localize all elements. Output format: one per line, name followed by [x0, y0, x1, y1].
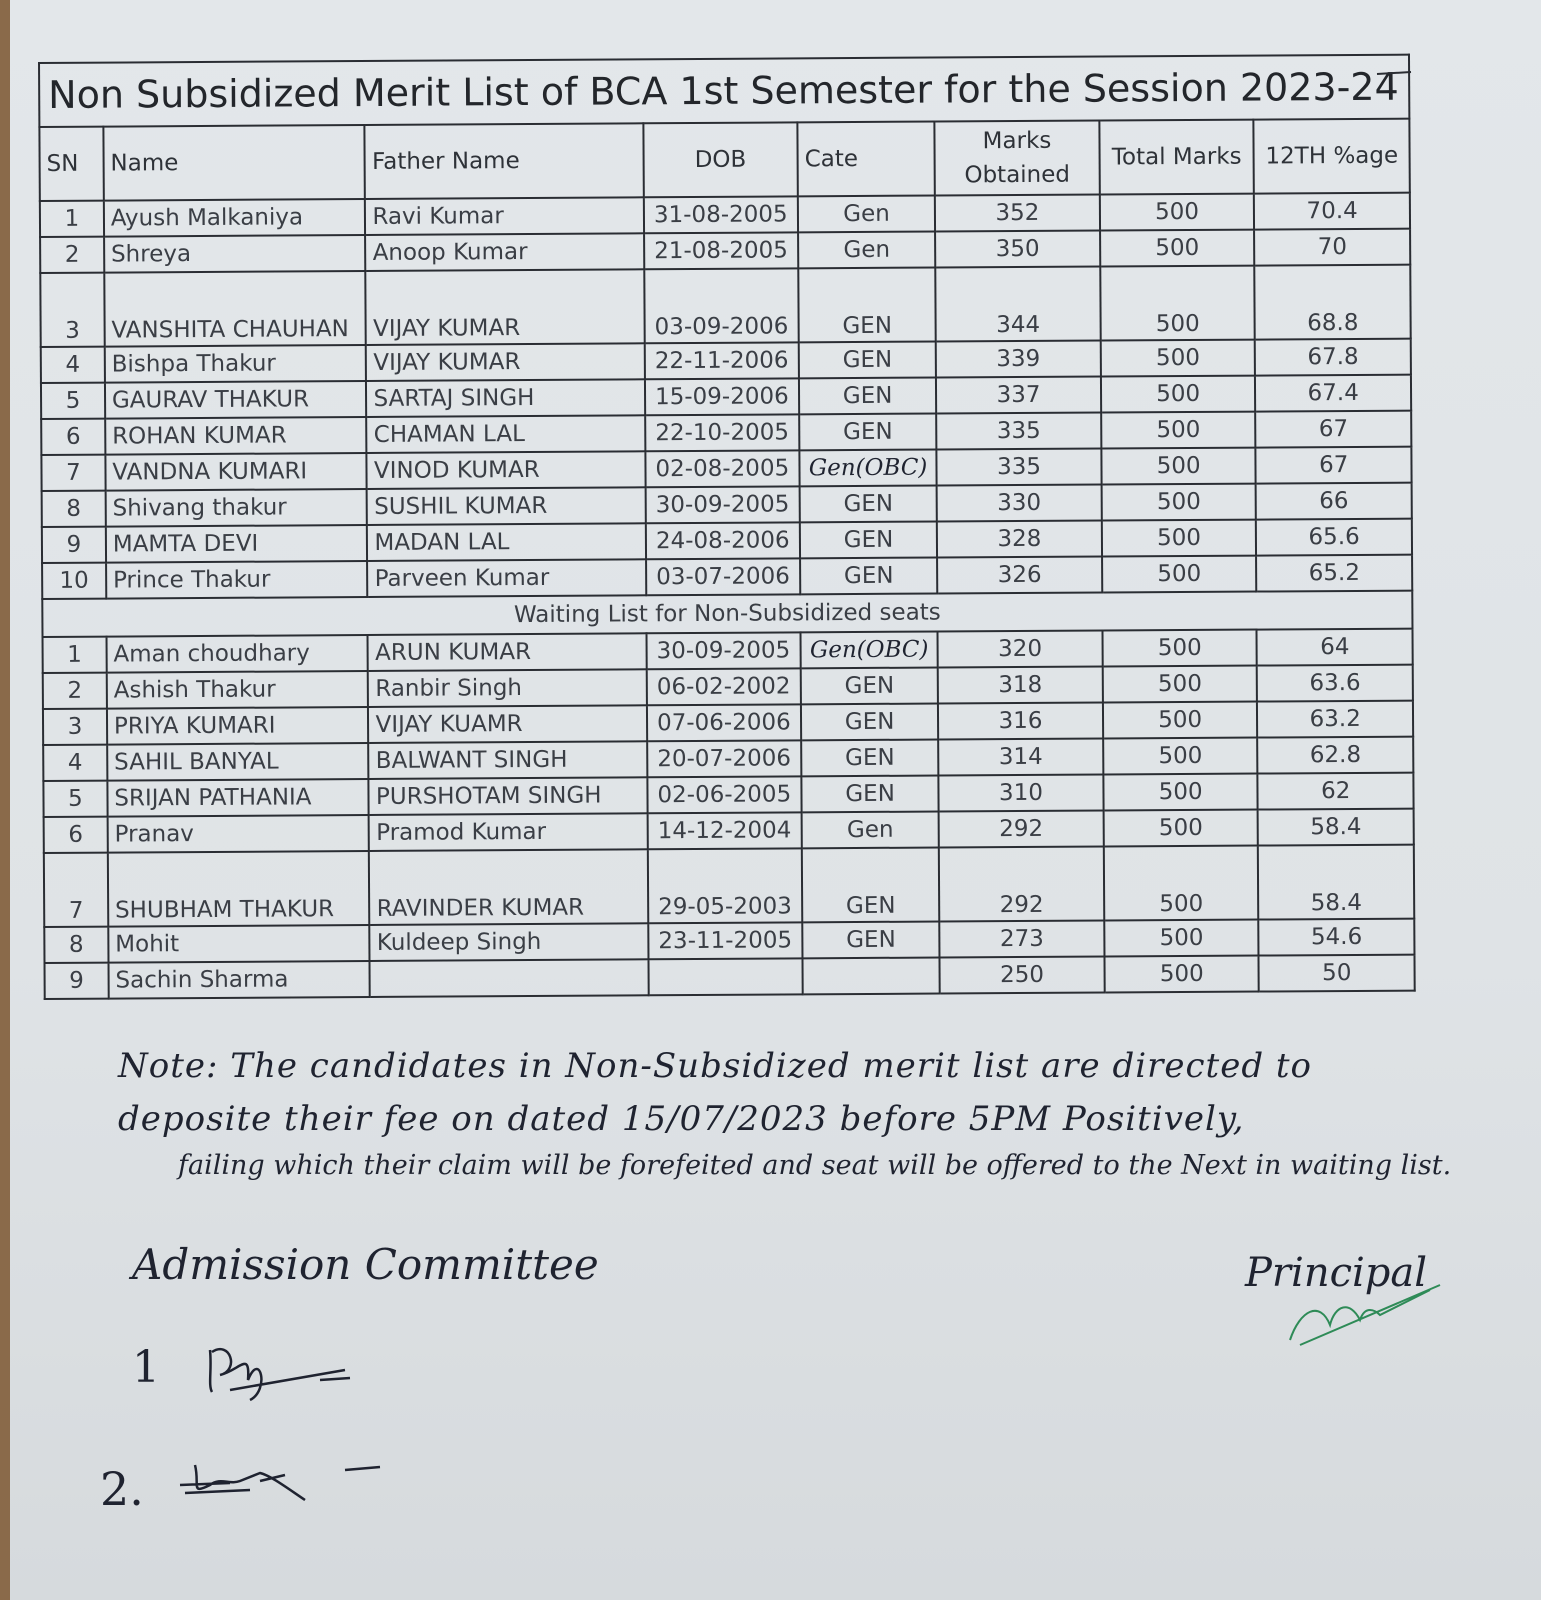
cell-total-marks: 500	[1101, 448, 1256, 485]
col-sn: SN	[39, 127, 103, 201]
cell-sn: 4	[43, 745, 107, 781]
cell-total-marks: 500	[1101, 484, 1256, 521]
col-father-name: Father Name	[365, 123, 644, 199]
cell-father-name: VIJAY KUMAR	[366, 269, 645, 345]
cell-sn: 2	[43, 673, 107, 709]
cell-12th-percentage: 67.8	[1255, 339, 1411, 376]
cell-father-name: CHAMAN LAL	[367, 415, 645, 453]
cell-name: Prince Thakur	[106, 561, 368, 599]
cell-sn: 6	[41, 419, 105, 455]
cell-12th-percentage: 62	[1258, 773, 1414, 810]
cell-dob: 31-08-2005	[643, 196, 798, 233]
cell-father-name: ARUN KUMAR	[368, 633, 646, 671]
cell-12th-percentage: 58.4	[1258, 809, 1414, 846]
cell-dob: 03-09-2006	[644, 268, 799, 343]
cell-sn: 4	[41, 347, 105, 383]
cell-sn: 8	[42, 491, 106, 527]
cell-sn: 3	[43, 709, 107, 745]
cell-name: GAURAV THAKUR	[105, 381, 367, 419]
cell-category: GEN	[801, 776, 938, 813]
cell-marks-obtained: 273	[939, 921, 1104, 958]
cell-name: Pranav	[107, 815, 369, 853]
signature-2	[100, 1445, 420, 1529]
cell-marks-obtained: 328	[937, 521, 1102, 558]
cell-12th-percentage: 70	[1254, 229, 1410, 266]
table-row	[40, 265, 1410, 347]
cell-12th-percentage: 70.4	[1254, 193, 1410, 230]
cell-dob: 22-11-2006	[644, 342, 799, 379]
cell-name: Ayush Malkaniya	[104, 199, 366, 237]
note-text	[118, 1040, 1498, 1187]
cell-category: Gen	[798, 196, 935, 233]
cell-12th-percentage: 68.8	[1255, 265, 1411, 340]
cell-total-marks: 500	[1101, 376, 1256, 413]
table-header-row	[39, 119, 1409, 201]
cell-total-marks: 500	[1103, 810, 1258, 847]
cell-name: VANSHITA CHAUHAN	[104, 271, 366, 347]
cell-total-marks: 500	[1103, 666, 1258, 703]
cell-sn: 9	[45, 963, 109, 999]
cell-sn: 7	[44, 853, 108, 927]
cell-12th-percentage: 67.4	[1255, 375, 1411, 412]
cell-dob: 24-08-2006	[645, 522, 800, 559]
cell-father-name	[370, 959, 648, 997]
note-line-3: failing which their claim will be forefeited and seat will be offered to the Next in waiting list.	[178, 1150, 1452, 1182]
cell-marks-obtained: 344	[935, 267, 1100, 342]
cell-category: GEN	[801, 668, 938, 705]
table-row	[44, 845, 1414, 927]
table-row	[45, 955, 1415, 999]
cell-marks-obtained: 335	[936, 449, 1101, 486]
cell-category: GEN	[801, 704, 938, 741]
cell-sn: 9	[42, 527, 106, 563]
cell-father-name: PURSHOTAM SINGH	[369, 777, 647, 815]
cell-dob: 22-10-2005	[645, 414, 800, 451]
merit-list-document	[38, 54, 1416, 1000]
cell-name: PRIYA KUMARI	[107, 707, 369, 745]
cell-12th-percentage: 64	[1257, 629, 1413, 666]
cell-father-name: Ranbir Singh	[368, 669, 646, 707]
cell-total-marks: 500	[1100, 194, 1255, 231]
cell-name: ROHAN KUMAR	[105, 417, 367, 455]
cell-total-marks: 500	[1103, 702, 1258, 739]
cell-category: GEN	[798, 268, 935, 343]
cell-total-marks: 500	[1100, 266, 1255, 341]
cell-category: Gen(OBC)	[799, 450, 936, 487]
note-line-1: Note: The candidates in Non-Subsidized merit list are directed to	[118, 1046, 1313, 1086]
cell-dob: 21-08-2005	[644, 232, 799, 269]
signature-1	[120, 1330, 380, 1414]
cell-total-marks: 500	[1103, 738, 1258, 775]
cell-sn: 1	[40, 201, 104, 237]
cell-category: Gen	[798, 232, 935, 269]
cell-marks-obtained: 337	[936, 377, 1101, 414]
cell-name: Aman choudhary	[106, 635, 368, 673]
cell-sn: 6	[44, 817, 108, 853]
cell-father-name: Pramod Kumar	[369, 813, 647, 851]
cell-category: Gen(OBC)	[801, 632, 938, 669]
document-title: Non Subsidized Merit List of BCA 1st Semester for the Session 2023-24	[38, 54, 1410, 126]
cell-sn: 8	[44, 927, 108, 963]
col-name: Name	[103, 125, 365, 201]
col-12th-percentage: 12TH %age	[1254, 119, 1410, 194]
cell-category: GEN	[799, 378, 936, 415]
cell-father-name: BALWANT SINGH	[369, 741, 647, 779]
cell-total-marks: 500	[1104, 846, 1259, 921]
cell-12th-percentage: 50	[1259, 955, 1415, 992]
cell-name: SHUBHAM THAKUR	[108, 851, 370, 927]
cell-name: Mohit	[108, 925, 370, 963]
cell-father-name: SARTAJ SINGH	[366, 379, 644, 417]
cell-category	[803, 958, 940, 995]
cell-sn: 7	[41, 455, 105, 491]
cell-12th-percentage: 65.6	[1256, 519, 1412, 556]
cell-12th-percentage: 66	[1256, 483, 1412, 520]
waiting-list-heading: Waiting List for Non-Subsidized seats	[42, 591, 1412, 637]
cell-12th-percentage: 54.6	[1259, 919, 1415, 956]
col-dob: DOB	[643, 122, 798, 197]
cell-sn: 2	[40, 237, 104, 273]
note-line-2: deposite their fee on dated 15/07/2023 before 5PM Positively,	[118, 1098, 1245, 1139]
cell-total-marks: 500	[1103, 774, 1258, 811]
merit-table	[38, 118, 1415, 1000]
cell-total-marks: 500	[1102, 556, 1257, 593]
cell-father-name: Parveen Kumar	[368, 559, 646, 597]
cell-category: GEN	[799, 342, 936, 379]
col-cate: Cate	[797, 122, 934, 197]
cell-name: SAHIL BANYAL	[107, 743, 369, 781]
cell-12th-percentage: 63.6	[1257, 665, 1413, 702]
cell-marks-obtained: 292	[939, 847, 1104, 922]
cell-dob: 15-09-2006	[645, 378, 800, 415]
cell-name: SRIJAN PATHANIA	[107, 779, 369, 817]
cell-dob: 29-05-2003	[647, 848, 802, 923]
cell-marks-obtained: 310	[938, 775, 1103, 812]
principal-signature-mark	[1280, 1280, 1460, 1360]
cell-total-marks: 500	[1102, 630, 1257, 667]
cell-name: VANDNA KUMARI	[105, 453, 367, 491]
signature-1-mark	[120, 1330, 380, 1410]
cell-total-marks: 500	[1104, 920, 1259, 957]
cell-father-name: VIJAY KUMAR	[366, 343, 644, 381]
cell-total-marks: 500	[1100, 230, 1255, 267]
cell-father-name: Ravi Kumar	[365, 197, 643, 235]
cell-father-name: VIJAY KUAMR	[368, 705, 646, 743]
cell-category: GEN	[800, 522, 937, 559]
cell-marks-obtained: 326	[937, 557, 1102, 594]
cell-category: GEN	[801, 740, 938, 777]
cell-marks-obtained: 320	[938, 631, 1103, 668]
cell-12th-percentage: 67	[1256, 411, 1412, 448]
cell-father-name: Kuldeep Singh	[370, 923, 648, 961]
cell-dob: 30-09-2005	[645, 486, 800, 523]
cell-total-marks: 500	[1102, 520, 1257, 557]
handwritten-year-correction	[1375, 60, 1415, 90]
cell-sn: 10	[42, 563, 106, 599]
cell-12th-percentage: 65.2	[1256, 555, 1412, 592]
cell-name: Sachin Sharma	[108, 961, 370, 999]
cell-father-name: SUSHIL KUMAR	[367, 487, 645, 525]
cell-12th-percentage: 67	[1256, 447, 1412, 484]
cell-dob	[648, 958, 803, 995]
cell-dob: 06-02-2002	[646, 668, 801, 705]
cell-dob: 20-07-2006	[647, 740, 802, 777]
cell-sn: 1	[43, 637, 107, 673]
cell-total-marks: 500	[1101, 340, 1256, 377]
cell-marks-obtained: 316	[938, 703, 1103, 740]
principal-label: Principal	[1245, 1250, 1428, 1296]
cell-dob: 02-06-2005	[647, 776, 802, 813]
cell-father-name: VINOD KUMAR	[367, 451, 645, 489]
cell-marks-obtained: 318	[938, 667, 1103, 704]
cell-dob: 30-09-2005	[646, 632, 801, 669]
cell-marks-obtained: 350	[935, 231, 1100, 268]
cell-category: Gen	[802, 812, 939, 849]
cell-total-marks: 500	[1104, 956, 1259, 993]
cell-category: GEN	[800, 558, 937, 595]
col-marks-obtained: Marks Obtained	[934, 121, 1099, 196]
cell-12th-percentage: 63.2	[1257, 701, 1413, 738]
signature-2-mark	[100, 1445, 420, 1525]
principal-signature	[1280, 1280, 1460, 1364]
cell-category: GEN	[799, 414, 936, 451]
cell-name: Ashish Thakur	[107, 671, 369, 709]
cell-marks-obtained: 330	[937, 485, 1102, 522]
cell-marks-obtained: 339	[936, 341, 1101, 378]
cell-dob: 14-12-2004	[647, 812, 802, 849]
cell-name: Shivang thakur	[105, 489, 367, 527]
cell-dob: 03-07-2006	[646, 558, 801, 595]
cell-name: Bishpa Thakur	[105, 345, 367, 383]
cell-dob: 23-11-2005	[648, 922, 803, 959]
cell-marks-obtained: 335	[936, 413, 1101, 450]
cell-marks-obtained: 292	[939, 811, 1104, 848]
cell-total-marks: 500	[1101, 412, 1256, 449]
cell-12th-percentage: 58.4	[1258, 845, 1414, 920]
cell-category: GEN	[802, 848, 939, 923]
col-total-marks: Total Marks	[1099, 120, 1254, 195]
cell-dob: 02-08-2005	[645, 450, 800, 487]
signature-2-number: 2.	[100, 1462, 144, 1516]
cell-category: GEN	[802, 922, 939, 959]
cell-name: MAMTA DEVI	[106, 525, 368, 563]
cell-name: Shreya	[104, 235, 366, 273]
cell-father-name: RAVINDER KUMAR	[369, 849, 648, 925]
cell-12th-percentage: 62.8	[1258, 737, 1414, 774]
cell-sn: 5	[43, 781, 107, 817]
signature-1-number: 1	[132, 1342, 160, 1393]
cell-sn: 5	[41, 383, 105, 419]
cell-category: GEN	[800, 486, 937, 523]
cell-father-name: Anoop Kumar	[366, 233, 644, 271]
cell-sn: 3	[40, 273, 104, 347]
cell-marks-obtained: 250	[940, 957, 1105, 994]
admission-committee-label: Admission Committee	[132, 1240, 599, 1289]
cell-marks-obtained: 314	[938, 739, 1103, 776]
cell-father-name: MADAN LAL	[367, 523, 645, 561]
cell-marks-obtained: 352	[935, 195, 1100, 232]
cell-dob: 07-06-2006	[647, 704, 802, 741]
